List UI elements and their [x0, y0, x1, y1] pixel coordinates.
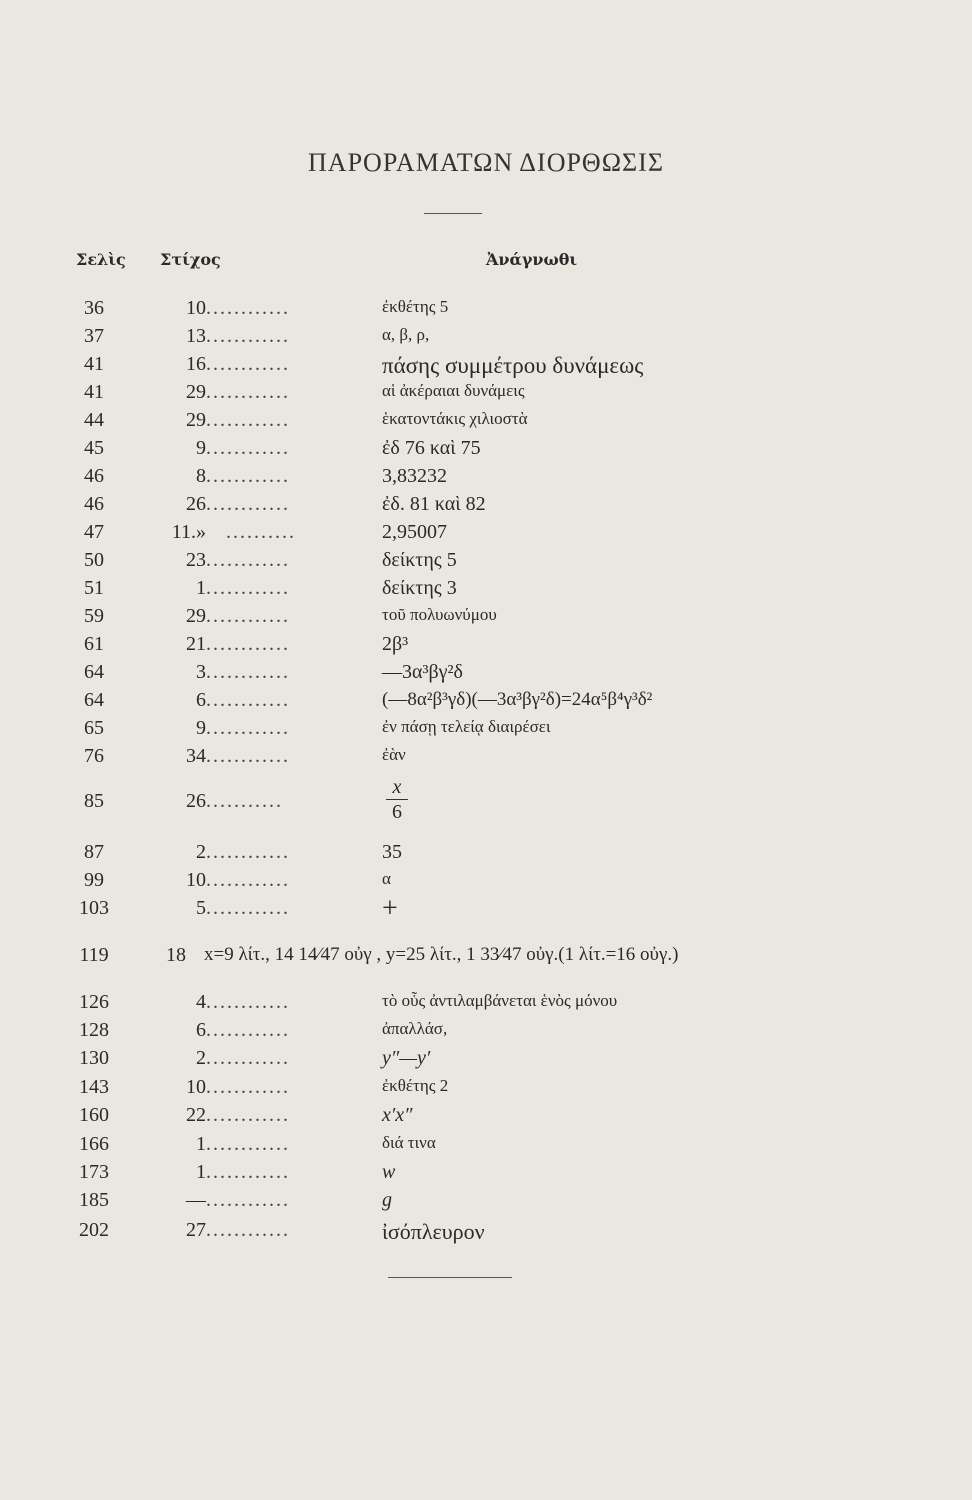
row-page: 130: [79, 1047, 109, 1069]
errata-row: [0, 633, 972, 663]
row-dots: ............: [206, 1019, 290, 1041]
row-line: 29: [186, 409, 206, 431]
row-page: 85: [84, 790, 104, 812]
row-page: 46: [84, 493, 104, 515]
row-page: 41: [84, 353, 104, 375]
row-page: 45: [84, 437, 104, 459]
row-correction: g: [382, 1189, 392, 1211]
row-line: 22: [186, 1104, 206, 1126]
row-dots: ............: [206, 633, 290, 655]
row-line: 23: [186, 549, 206, 571]
row-line: 27: [186, 1219, 206, 1241]
row-correction: —3α³βγ²δ: [382, 661, 463, 683]
errata-row: [0, 493, 972, 523]
row-dots: ............: [206, 465, 290, 487]
row-dots: ............: [206, 1161, 290, 1183]
errata-row: [0, 841, 972, 871]
row-page: 59: [84, 605, 104, 627]
row-correction: ἐὰν: [382, 745, 406, 764]
page-title: ΠΑΡΟΡΑΜΑΤΩΝ ΔΙΟΡΘΩΣΙΣ: [308, 148, 664, 177]
row-correction: ἐν πάσῃ τελείᾳ διαιρέσει: [382, 717, 551, 736]
row-correction: ἐδ 76 καὶ 75: [382, 437, 481, 459]
row-line: 26: [186, 790, 206, 812]
row-dots: ............: [206, 577, 290, 599]
errata-row: [0, 549, 972, 579]
row-line: 6: [196, 1019, 206, 1041]
errata-row: [0, 325, 972, 355]
errata-row: [0, 465, 972, 495]
row-line: 4: [196, 991, 206, 1013]
row-line: 10: [186, 1076, 206, 1098]
row-page: 65: [84, 717, 104, 739]
row-line: 18: [166, 944, 186, 966]
row-page: 128: [79, 1019, 109, 1041]
row-correction: τοῦ πολυωνύμου: [382, 605, 497, 624]
fraction-bar: [386, 799, 408, 800]
errata-row: [0, 437, 972, 467]
row-dots: ............: [206, 325, 290, 347]
errata-row: [0, 1047, 972, 1077]
row-correction: 2,95007: [382, 521, 447, 543]
row-correction: α, β, ρ,: [382, 325, 430, 344]
errata-row: [0, 745, 972, 775]
row-correction: ἐδ. 81 καὶ 82: [382, 493, 486, 515]
row-dots: ............: [206, 297, 290, 319]
row-dots: ............: [206, 1219, 290, 1241]
row-dots: ............: [206, 869, 290, 891]
row-line: 9: [196, 437, 206, 459]
row-dots: ............: [206, 353, 290, 375]
row-dots: ............: [206, 1047, 290, 1069]
row-page: 46: [84, 465, 104, 487]
errata-row: [0, 381, 972, 411]
row-dots: ............: [206, 991, 290, 1013]
row-correction: ἑκατοντάκις χιλιοστὰ: [382, 409, 528, 428]
row-line: 1: [196, 1133, 206, 1155]
row-page: 166: [79, 1133, 109, 1155]
row-correction: δείκτης 3: [382, 577, 457, 599]
errata-row: [0, 1019, 972, 1049]
row-correction: τὸ οὗς ἀντιλαμβάνεται ἑνὸς μόνου: [382, 991, 618, 1010]
row-line: 5: [196, 897, 206, 919]
row-page: 76: [84, 745, 104, 767]
row-page: 47: [84, 521, 104, 543]
row-dots: ............: [206, 661, 290, 683]
row-dots: ............: [206, 437, 290, 459]
row-correction: w: [382, 1161, 396, 1183]
row-page: 87: [84, 841, 104, 863]
errata-row: [0, 297, 972, 327]
errata-row: [0, 605, 972, 635]
row-page: 160: [79, 1104, 109, 1126]
row-line: 26: [186, 493, 206, 515]
row-correction: δείκτης 5: [382, 549, 457, 571]
row-correction: πάσης συμμέτρου δυνάμεως: [382, 353, 644, 378]
errata-row: [0, 1104, 972, 1134]
row-dots: ............: [206, 381, 290, 403]
row-dots: ............: [206, 493, 290, 515]
errata-row: [0, 353, 972, 383]
row-line: —: [186, 1189, 206, 1211]
row-page: 103: [79, 897, 109, 919]
row-line: 9: [196, 717, 206, 739]
row-dots: ............: [206, 549, 290, 571]
row-dots: ............: [206, 1076, 290, 1098]
row-dots: ............: [206, 841, 290, 863]
row-dots: ............: [206, 1133, 290, 1155]
row-page: 64: [84, 661, 104, 683]
errata-row: [0, 717, 972, 747]
row-correction: ἀπαλλάσ,: [382, 1019, 448, 1038]
row-line: 1: [196, 1161, 206, 1183]
errata-row: [0, 1189, 972, 1219]
row-correction-long: x=9 λίτ., 14 14⁄47 οὐγ , y=25 λίτ., 1 33⁄47 οὐγ.(1 λίτ.=16 οὐγ.): [204, 944, 679, 965]
row-page: 61: [84, 633, 104, 655]
row-line: 16: [186, 353, 206, 375]
row-line: 10: [186, 297, 206, 319]
row-dots: ...........: [206, 790, 283, 812]
errata-row: [0, 1133, 972, 1163]
row-correction: (—8α²β³γδ)(—3α³βγ²δ)=24α⁵β⁴γ³δ²: [382, 689, 653, 710]
row-line: 1: [196, 577, 206, 599]
header-line: Στίχος: [160, 250, 221, 269]
row-correction: διά τινα: [382, 1133, 436, 1152]
header-page: Σελὶς: [76, 250, 126, 269]
row-correction: ἰσόπλευρον: [382, 1219, 485, 1244]
row-page: 51: [84, 577, 104, 599]
row-correction: ἐκθέτης 5: [382, 297, 449, 316]
row-line: 10: [186, 869, 206, 891]
errata-row: [0, 944, 972, 974]
row-page: 119: [79, 944, 109, 966]
fraction: [382, 776, 412, 823]
row-correction: x′x″: [382, 1104, 413, 1126]
row-line: 2: [196, 1047, 206, 1069]
errata-row: [0, 869, 972, 899]
row-page: 185: [79, 1189, 109, 1211]
row-page: 37: [84, 325, 104, 347]
row-correction: +: [382, 893, 398, 924]
fraction-denominator: 6: [392, 801, 402, 823]
errata-row: [0, 1219, 972, 1249]
row-page: 44: [84, 409, 104, 431]
row-line: 6: [196, 689, 206, 711]
row-page: 173: [79, 1161, 109, 1183]
row-page: 41: [84, 381, 104, 403]
row-line: 21: [186, 633, 206, 655]
row-correction: αἱ ἀκέραιαι δυνάμεις: [382, 381, 525, 400]
row-dots: ............: [206, 745, 290, 767]
row-page: 126: [79, 991, 109, 1013]
row-dots: ............: [206, 1189, 290, 1211]
fraction-numerator: x: [392, 776, 402, 798]
errata-row: [0, 661, 972, 691]
row-dots: ............: [206, 717, 290, 739]
row-page: 99: [84, 869, 104, 891]
row-correction: 35: [382, 841, 402, 863]
errata-row: [0, 776, 972, 840]
row-correction: y″—y′: [382, 1047, 431, 1069]
footer-rule: [388, 1277, 512, 1278]
row-page: 143: [79, 1076, 109, 1098]
errata-row: [0, 409, 972, 439]
row-dots: ..........: [226, 521, 296, 543]
errata-row: [0, 893, 972, 927]
row-dots: ............: [206, 605, 290, 627]
errata-row: [0, 991, 972, 1021]
errata-row: [0, 521, 972, 551]
errata-row: [0, 1161, 972, 1191]
errata-row: [0, 577, 972, 607]
row-line: 3: [196, 661, 206, 683]
row-line: 29: [186, 605, 206, 627]
row-dots: ............: [206, 897, 290, 919]
errata-row: [0, 689, 972, 719]
row-line: 11.»: [171, 521, 206, 543]
row-page: 50: [84, 549, 104, 571]
row-correction: 2β³: [382, 633, 409, 655]
row-line: 34: [186, 745, 206, 767]
row-dots: ............: [206, 1104, 290, 1126]
title-rule: [424, 213, 482, 214]
row-line: 8: [196, 465, 206, 487]
row-page: 64: [84, 689, 104, 711]
row-line: 2: [196, 841, 206, 863]
row-line: 13: [186, 325, 206, 347]
row-correction: α: [382, 869, 391, 888]
row-dots: ............: [206, 409, 290, 431]
errata-row: [0, 1076, 972, 1106]
row-page: 202: [79, 1219, 109, 1241]
row-correction: ἐκθέτης 2: [382, 1076, 449, 1095]
row-page: 36: [84, 297, 104, 319]
row-dots: ............: [206, 689, 290, 711]
row-line: 29: [186, 381, 206, 403]
header-correction: Ἀνάγνωθι: [486, 250, 578, 269]
row-correction: 3,83232: [382, 465, 447, 487]
